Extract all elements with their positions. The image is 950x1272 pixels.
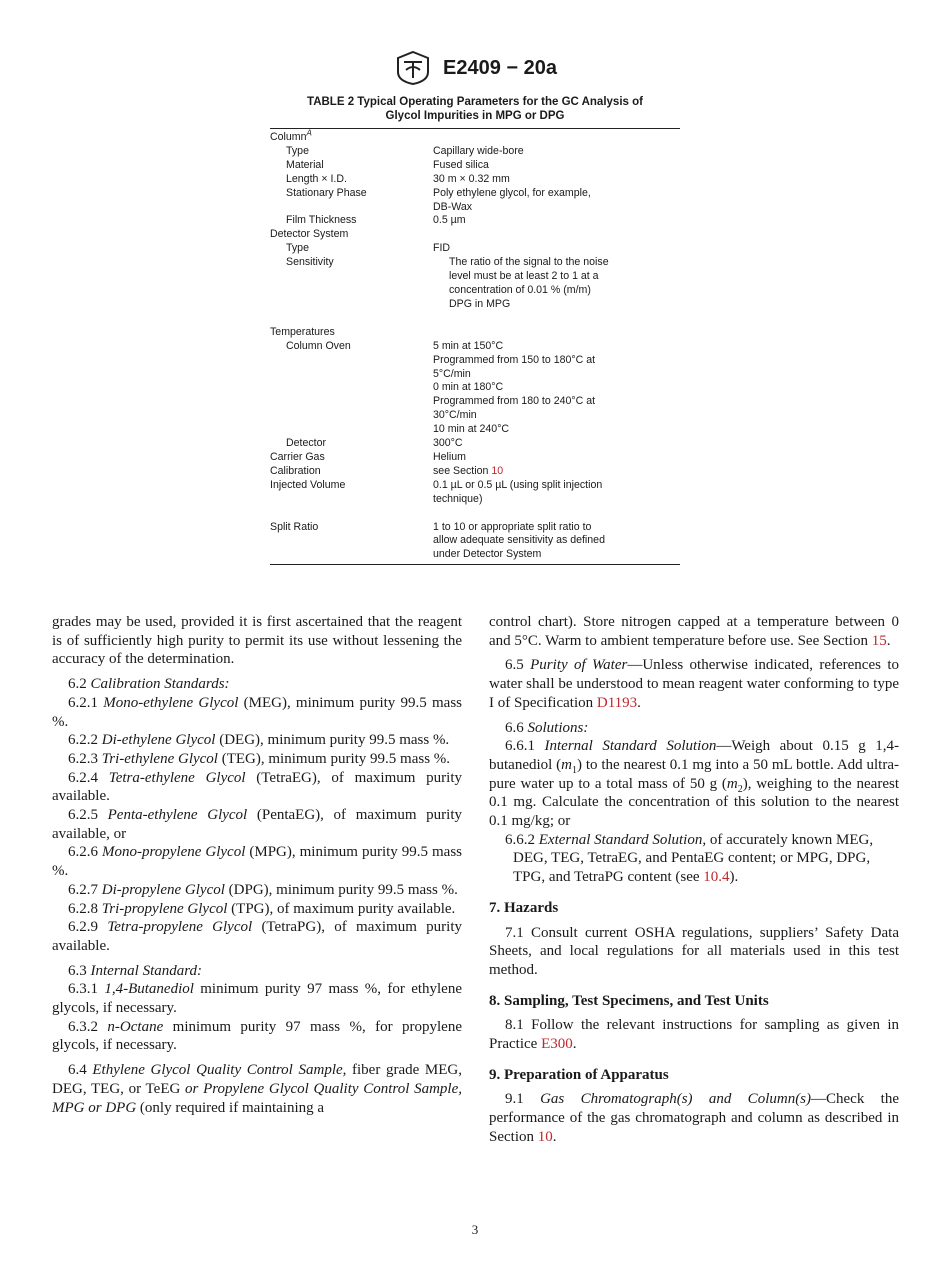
operating-parameters-table [270,128,680,565]
section-10-4-link[interactable]: 10.4 [703,869,730,886]
table-row: Film Thickness 0.5 µm [286,214,466,227]
section-heading: 9. Preparation of Apparatus [489,1066,669,1083]
table-row: Stationary Phase Poly ethylene glycol, for example, DB-Wax [286,186,591,213]
section-10-link[interactable]: 10 [537,1128,553,1145]
table-row: Detector 300°C [286,437,463,450]
astm-logo-icon [393,50,433,86]
section-heading: 8. Sampling, Test Specimens, and Test Units [489,992,769,1009]
right-column: control chart). Store nitrogen capped at a temperature between 0 and 5°C. Warm to ambient temperature before use. See Section 15. 6.5 Purity of Water—Unless otherwise indicated, references to water shall be understood to mean reagent water conforming to type I of Specification D1193. 6.6 Solutions: 6.6.1 Internal Standard Solution—Weigh about 0.15 g 1,4-butanediol $(m_1)$ to the nearest 0.1 mg into a 50 mL bottle. Add ultra-pure water up to a total mass of 50 g $(m_2)$, weighing to the nearest 0.1 mg. Calculate the concentration of this solution to the nearest 0.1 mg/kg; or 6.6.2 External Standard Solution, of accurately known MEG, DEG, TEG, TetraEG, and PentaEG content; or MPG, DPG, TPG, and TetraPG content (see 10.4). 7. Hazards 7.1 Consult current OSHA regulations, suppliers’ Safety Data Sheets, and local regulations for all materials used in this test method. 8. Sampling, Test Specimens, and Test Units 8.1 Follow the relevant instructions for sampling as given in Practice E300. 9. Preparation of Apparatus 9.1 Gas Chromatograph(s) and Column(s)—Check the performance of the gas chromatograph and column as described in Section 10. [489,614,900,1145]
e300-link[interactable]: E300 [541,1036,573,1053]
table-row: Column$^A$ [270,128,312,143]
table-row: Carrier Gas Helium [270,450,466,463]
table-row: Length × I.D. 30 m × 0.32 mm [286,172,510,185]
document-header [0,50,950,86]
section-10-link[interactable]: 10 [491,464,504,477]
section-15-link[interactable]: 15 [871,632,887,649]
table-row: Detector System [270,228,349,241]
table-row: Material Fused silica [286,158,489,171]
table-row: Split Ratio 1 to 10 or appropriate split ratio to allow adequate sensitivity as defined under Detector System [270,520,605,561]
table-row: Calibration see Section 10 [270,464,504,477]
left-column: grades may be used, provided it is first ascertained that the reagent is of sufficiently high purity to permit its use without lessening the accuracy of the determination. 6.2 Calibration Standards: 6.2.1 Mono-ethylene Glycol (MEG), minimum purity 99.5 mass %. 6.2.2 Di-ethylene Glycol (DEG), minimum purity 99.5 mass %. 6.2.3 Tri-ethylene Glycol (TEG), minimum purity 99.5 mass %. 6.2.4 Tetra-ethylene Glycol (TetraEG), of maximum purity available. 6.2.5 Penta-ethylene Glycol (PentaEG), of maximum purity available, or 6.2.6 Mono-propylene Glycol (MPG), minimum purity 99.5 mass %. 6.2.7 Di-propylene Glycol (DPG), minimum purity 99.5 mass %. 6.2.8 Tri-propylene Glycol (TPG), of maximum purity available. 6.2.9 Tetra-propylene Glycol (TetraPG), of maximum purity available. 6.3 Internal Standard: 6.3.1 1,4-Butanediol minimum purity 97 mass %, for ethylene glycols, if necessary. 6.3.2 n-Octane minimum purity 97 mass %, for propylene glycols, if necessary. 6.4 Ethylene Glycol Quality Control Sample, fiber grade MEG, DEG, TEG, or TeEG or Propylene Glycol Quality Control Sample, MPG or DPG (only required if maintaining a [52,614,463,1116]
table-row: Injected Volume 0.1 µL or 0.5 µL (using split injection technique) [270,478,603,505]
table-row: Column Oven 5 min at 150°C Programmed from 150 to 180°C at 5°C/min 0 min at 180°C Programmed from 180 to 240°C at 30°C/min 10 min at 240°C [286,339,596,436]
page-number: 3 [471,1222,479,1237]
table-row: Temperatures [270,325,335,338]
document-code: E2409 − 20a [443,56,557,79]
table-row: Type Capillary wide-bore [286,144,524,157]
d1193-link[interactable]: D1193 [596,694,638,711]
table-row: Type FID [286,242,451,255]
table-caption: TABLE 2 Typical Operating Parameters for the GC Analysis of Glycol Impurities in MPG or DPG [307,96,643,122]
table-row: Sensitivity The ratio of the signal to the noise level must be at least 2 to 1 at a concentration of 0.01 % (m/m) DPG in MPG [286,256,609,310]
section-heading: 7. Hazards [489,899,559,916]
